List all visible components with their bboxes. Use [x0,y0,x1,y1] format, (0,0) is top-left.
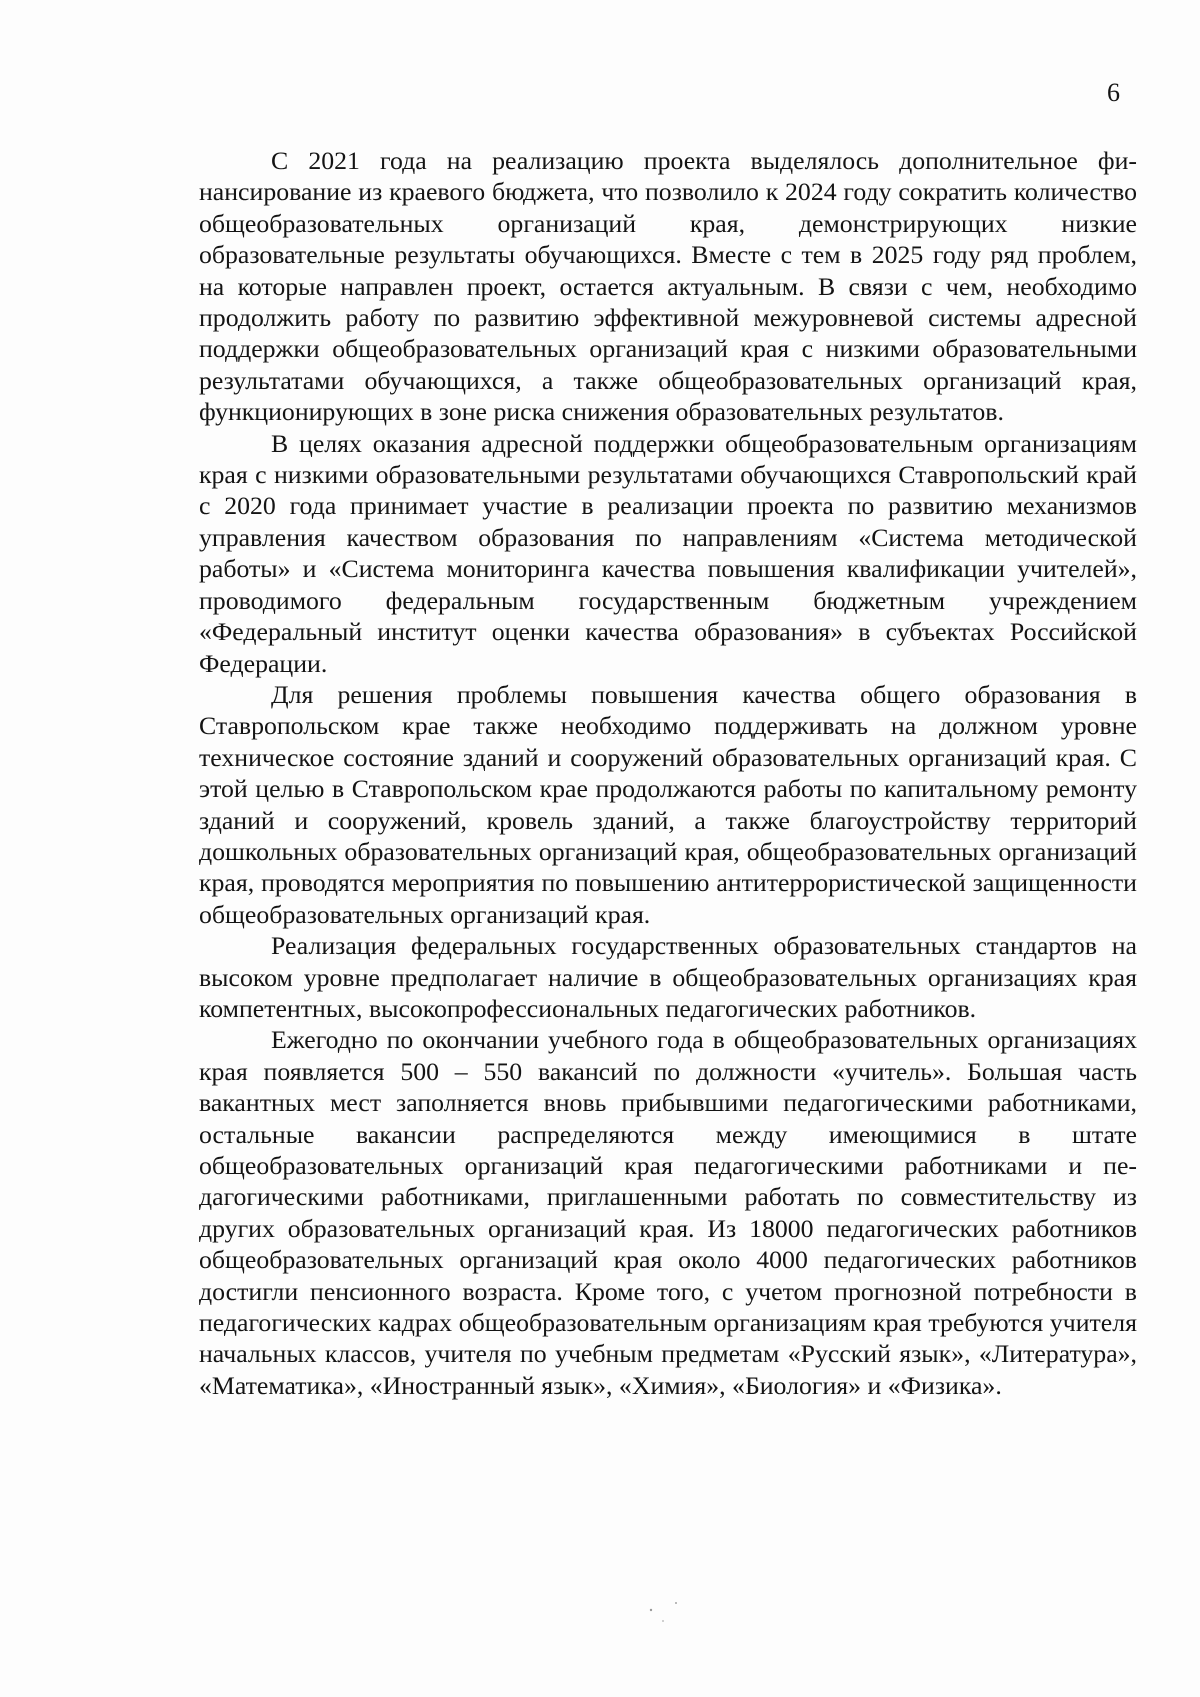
paragraph-targeted-support: В целях оказания адресной поддержки общеобразовательным организациям края с низкими образовательными результатами обучающихся Ставропольский край с 2020 года принимает участие в реализации проекта по развитию механизмов управления качеством образования по направлениям «Система методической работы» и «Система мониторинга качества повышения квалификации учителей», проводимого федеральным государственным бюджетным учреждением «Федеральный институт оценки качества образования» в субъектах Российской Федерации. [199,428,1137,678]
paragraph-standards: Реализация федеральных государственных образовательных стандартов на высоком уровне предполагает наличие в общеобразовательных организациях края компетентных, высокопрофессиональных педагогических работников. [199,931,1137,1023]
page-number: 6 [1107,78,1120,107]
body-text [199,145,1137,1401]
scan-speck [675,1602,677,1604]
scan-speck [662,1620,664,1622]
paragraph-buildings: Для решения проблемы повышения качества общего образования в Ставропольском крае также необходимо поддерживать на должном уровне техническое состояние зданий и сооружений образовательных организаций края. С этой целью в Ставропольском крае продолжаются работы по капитальному ремонту зданий и сооружений, кровель зданий, а также благоустройству территорий дошкольных образовательных организаций края, общеобразовательных организаций края, проводятся мероприятия по повышению антитеррористической защищенности общеобразовательных организаций края. [199,679,1137,929]
paragraph-vacancies: Ежегодно по окончании учебного года в общеобразовательных организациях края появляется 500 – 550 вакансий по должности «учитель». Большая часть вакантных мест заполняется вновь прибывшими педагогическими работниками, остальные вакансии распределяются между имеющимися в штате общеобразовательных организаций края педагогическими работниками и педагогическими работниками, приглашенными работать по совместительству из других образовательных организаций края. Из 18000 педагогических работников общеобразовательных организаций края около 4000 педагогических работников достигли пенсионного возраста. Кроме того, с учетом прогнозной потребности в педагогических кадрах общеобразовательным организациям края требуются учителя начальных классов, учителя по учебным предметам «Русский язык», «Литература», «Математика», «Иностранный язык», «Химия», «Биология» и «Физика». [199,1025,1137,1400]
paragraph-funding: С 2021 года на реализацию проекта выделялось дополнительное финансирование из краевого бюджета, что позволило к 2024 году сократить количество общеобразовательных организаций края, демонстрирующих низкие образовательные результаты обучающихся. Вместе с тем в 2025 году ряд проблем, на которые направлен проект, остается актуальным. В связи с чем, необходимо продолжить работу по развитию эффективной межуровневой системы адресной поддержки общеобразовательных организаций края с низкими образовательными результатами обучающихся, а также общеобразовательных организаций края, функционирующих в зоне риска снижения образовательных результатов. [199,146,1137,427]
scan-speck [650,1609,652,1611]
